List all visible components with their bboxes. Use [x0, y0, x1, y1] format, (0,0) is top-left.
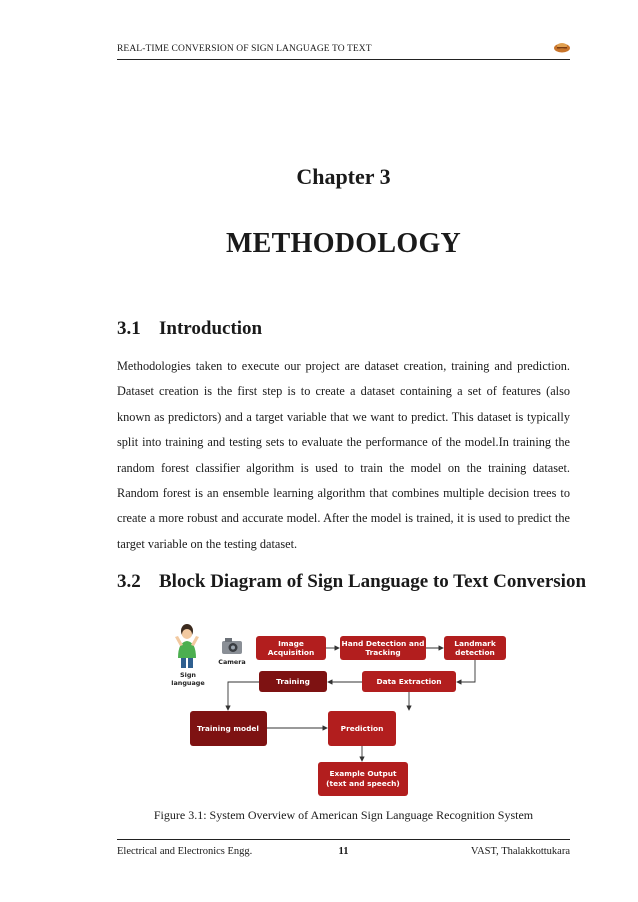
figure-caption: Figure 3.1: System Overview of American Sign Language Recognition System	[153, 808, 534, 822]
section-number: 3.2	[117, 571, 141, 592]
arrow-training-to-model	[228, 682, 259, 710]
data-extraction-box	[362, 671, 456, 692]
introduction-paragraph: Methodologies taken to execute our project are dataset creation, training and prediction. Dataset creation is the first step is to create a dataset containing a set of features (also known as predictors) and a target variable that we want to predict. This dataset is typically split into training and testing sets to evaluate the performance of the model.In training the random forest classifier algorithm is used to train the model on the training dataset. Random forest is an ensemble learning algorithm that combines multiple decision trees to create a more robust and accurate model. After the model is trained, it is used to predict the target variable on the testing dataset.	[117, 359, 570, 551]
college-logo-icon	[553, 40, 571, 54]
landmark-line1: Landmark	[454, 639, 496, 648]
chapter-label: Chapter 3	[296, 164, 391, 189]
training-model-label: Training model	[197, 724, 259, 733]
section-title: Introduction	[159, 318, 263, 339]
example-output-box	[318, 762, 408, 796]
training-label: Training	[276, 677, 310, 686]
camera-icon	[222, 638, 242, 654]
image-acquisition-line1: Image	[278, 639, 304, 648]
landmark-detection-box	[444, 636, 506, 660]
image-acquisition-line2: Acquisition	[267, 648, 315, 657]
footer-rule	[117, 839, 570, 840]
training-box	[259, 671, 327, 692]
block-diagram	[170, 622, 515, 800]
output-line1: Example Output	[329, 769, 397, 778]
header-rule	[117, 59, 570, 60]
section-heading-block-diagram	[117, 571, 586, 593]
section-title: Block Diagram of Sign Language to Text Conversion	[159, 571, 587, 592]
running-header: REAL-TIME CONVERSION OF SIGN LANGUAGE TO TEXT	[117, 44, 372, 54]
hand-detection-line2: Tracking	[365, 648, 401, 657]
sign-label-line2: language	[171, 679, 205, 687]
section-heading-introduction	[117, 318, 262, 340]
hand-detection-box	[340, 636, 426, 660]
training-model-box	[190, 711, 267, 746]
landmark-line2: detection	[455, 648, 495, 657]
chapter-title: METHODOLOGY	[225, 228, 462, 259]
footer-department: Electrical and Electronics Engg.	[117, 846, 253, 857]
image-acquisition-box	[256, 636, 326, 660]
arrow-landmark-to-extraction	[457, 660, 475, 682]
footer-institution: VAST, Thalakkottukara	[470, 846, 570, 857]
prediction-box	[328, 711, 396, 746]
page-number: 11	[338, 846, 349, 857]
hand-detection-line1: Hand Detection and	[341, 639, 425, 648]
prediction-label: Prediction	[340, 724, 384, 733]
signer-person-icon	[175, 624, 199, 668]
section-number: 3.1	[117, 318, 141, 339]
data-extraction-label: Data Extraction	[376, 677, 442, 686]
sign-label-line1: Sign	[180, 671, 196, 679]
camera-label: Camera	[218, 658, 246, 666]
output-line2: (text and speech)	[326, 779, 400, 788]
